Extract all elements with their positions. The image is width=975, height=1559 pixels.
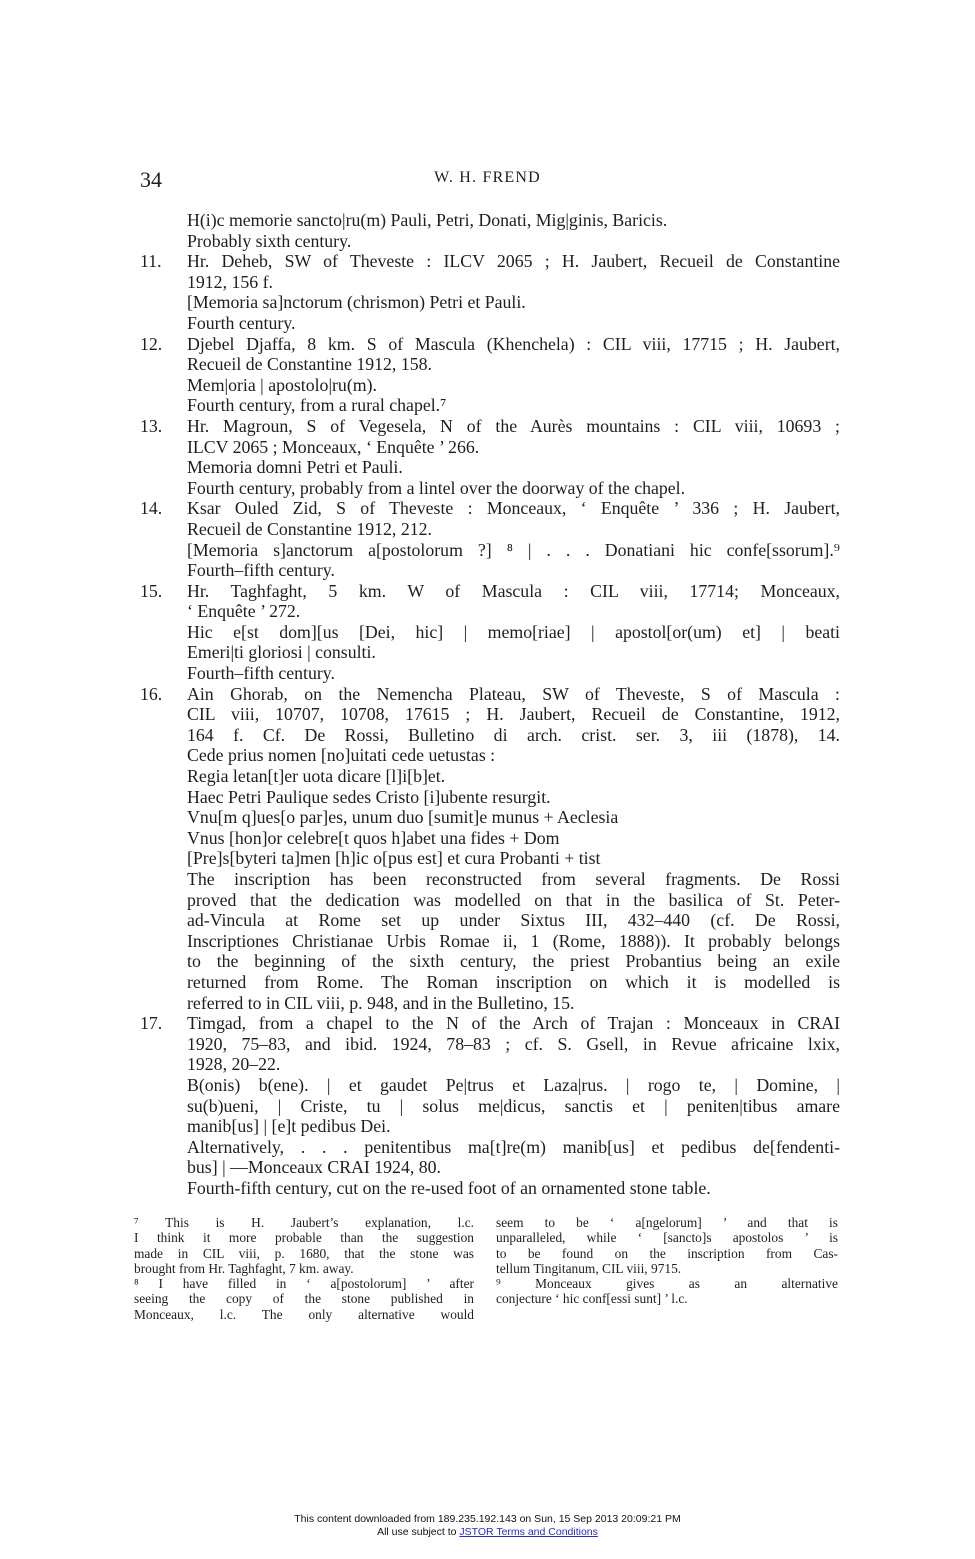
text-line: Hr. Magroun, S of Vegesela, N of the Aurès mountains : CIL viii, 10693 ;	[187, 415, 840, 436]
jstor-terms-link[interactable]: JSTOR Terms and Conditions	[459, 1526, 598, 1538]
text-line: Fourth century, from a rural chapel.⁷	[187, 395, 447, 416]
page-header	[0, 163, 975, 193]
text-line: Cede prius nomen [no]uitati cede uetustas :	[187, 745, 496, 766]
footnote-line: seem to be ‘ a[ngelorum] ’ and that is	[496, 1215, 838, 1230]
download-notice	[0, 1513, 975, 1539]
footnote-line: made in CIL viii, p. 1680, that the stone was	[134, 1245, 474, 1261]
entry-number: 13.	[140, 415, 163, 436]
text-line: Recueil de Constantine 1912, 158.	[187, 354, 432, 375]
inscription-list	[140, 251, 840, 1198]
footnote-line: ⁹ Monceaux gives as an alternative	[496, 1276, 838, 1292]
text-line: Fourth century, probably from a lintel over the doorway of the chapel.	[187, 477, 686, 498]
footnote-line: brought from Hr. Taghfaght, 7 km. away.	[134, 1260, 354, 1276]
text-line: Recueil de Constantine 1912, 212.	[187, 518, 432, 539]
footnote-line: tellum Tingitanum, CIL viii, 9715.	[496, 1260, 682, 1276]
text-line: returned from Rome. The Roman inscription on which it is modelled is	[187, 971, 840, 992]
entry-number: 15.	[140, 580, 163, 601]
text-line: 1928, 20–22.	[187, 1054, 281, 1075]
footnote-line: ⁷ This is H. Jaubert’s explanation, l.c.	[134, 1215, 474, 1230]
text-line: manib[us] | [e]t pedibus Dei.	[187, 1116, 391, 1137]
text-line: Hic e[st dom][us [Dei, hic] | memo[riae] | apostol[or(um) et] | beati	[187, 621, 840, 642]
inscription-entry	[140, 1013, 840, 1198]
text-line: to the beginning of the sixth century, the priest Probantius being an exile	[187, 951, 840, 972]
entry-continuation	[140, 210, 840, 251]
inscription-entry	[140, 498, 840, 580]
text-line: Timgad, from a chapel to the N of the Arch of Trajan : Monceaux in CRAI	[187, 1013, 840, 1034]
page-number: 34	[140, 167, 162, 192]
footnote-line: conjecture ‘ hic conf[essi sunt] ’ l.c.	[496, 1291, 688, 1307]
text-line: 1912, 156 f.	[187, 271, 273, 292]
text-line: 164 f. Cf. De Rossi, Bulletino di arch. crist. ser. 3, iii (1878), 14.	[187, 724, 840, 745]
text-line: The inscription has been reconstructed from several fragments. De Rossi	[187, 869, 840, 889]
text-line: CIL viii, 10707, 10708, 17615 ; H. Jaubert, Recueil de Constantine, 1912,	[187, 704, 840, 725]
text-line: Djebel Djaffa, 8 km. S of Mascula (Khenchela) : CIL viii, 17715 ; H. Jaubert,	[187, 333, 840, 354]
footnote-line: I think it more probable than the suggestion	[134, 1230, 474, 1246]
footnote-line: to be found on the inscription from Cas-	[496, 1245, 838, 1261]
footnotes-left	[134, 1215, 474, 1322]
article-body	[140, 210, 840, 1199]
text-line: B(onis) b(ene). | et gaudet Pe|trus et Laza|rus. | rogo te, | Domine, |	[187, 1074, 840, 1095]
inscription-entry	[140, 251, 840, 333]
running-title: W. H. FREND	[434, 169, 541, 186]
text-line: Hr. Taghfaght, 5 km. W of Mascula : CIL viii, 17714; Monceaux,	[187, 580, 840, 601]
text-line: Vnus [hon]or celebre[t quos h]abet una fides + Dom	[187, 827, 560, 848]
text-line: ‘ Enquête ’ 272.	[187, 601, 301, 622]
text-line: Hr. Deheb, SW of Theveste : ILCV 2065 ; H. Jaubert, Recueil de Constantine	[187, 251, 840, 272]
text-line: bus] | —Monceaux CRAI 1924, 80.	[187, 1157, 441, 1178]
text-line: Regia letan[t]er uota dicare [l]i[b]et.	[187, 766, 446, 787]
text-line: Fourth century.	[187, 312, 296, 333]
text-line: Fourth–fifth century.	[187, 560, 335, 581]
text-line: Vnu[m q]ues[o par]es, unum duo [sumit]e munus + Aeclesia	[187, 807, 619, 828]
footnote-line: ⁸ I have filled in ‘ a[postolorum] ’ after	[134, 1276, 474, 1292]
text-line: Fourth-fifth century, cut on the re-used foot of an ornamented stone table.	[187, 1177, 711, 1198]
text-line: Haec Petri Paulique sedes Cristo [i]ubente resurgit.	[187, 786, 551, 807]
terms-line	[0, 1526, 975, 1539]
inscription-entry	[140, 684, 840, 1014]
text-line: proved that the dedication was modelled on that in the basilica of St. Peter-	[187, 889, 840, 910]
terms-prefix: All use subject to	[377, 1526, 460, 1538]
text-line: Inscriptiones Christianae Urbis Romae ii, 1 (Rome, 1888)). It probably belongs	[187, 930, 840, 951]
text-line: Memoria domni Petri et Pauli.	[187, 457, 403, 478]
entry-number: 12.	[140, 333, 163, 354]
download-info: This content downloaded from 189.235.192.143 on Sun, 15 Sep 2013 20:09:21 PM	[294, 1513, 681, 1525]
footnote-line: unparalleled, while ‘ [sancto]s apostolos ’ is	[496, 1230, 838, 1246]
text-line: Alternatively, . . . penitentibus ma[t]re(m) manib[us] et pedibus de[fendenti-	[187, 1136, 840, 1157]
inscription-entry	[140, 416, 840, 498]
text-line: Ain Ghorab, on the Nemencha Plateau, SW of Theveste, S of Mascula :	[187, 683, 840, 704]
text-line: ILCV 2065 ; Monceaux, ‘ Enquête ’ 266.	[187, 436, 480, 457]
text-line: ad-Vincula at Rome set up under Sixtus III, 432–440 (cf. De Rossi,	[187, 910, 840, 931]
text-line: Fourth–fifth century.	[187, 663, 335, 684]
text-line: Mem|oria | apostolo|ru(m).	[187, 374, 377, 395]
footnote-line: seeing the copy of the stone published in	[134, 1291, 474, 1307]
text-line: H(i)c memorie sancto|ru(m) Pauli, Petri, Donati, Mig|ginis, Baricis.	[187, 210, 668, 230]
inscription-entry	[140, 581, 840, 684]
entry-number: 17.	[140, 1013, 163, 1034]
text-line: Probably sixth century.	[187, 230, 352, 251]
text-line: Emeri|ti gloriosi | consulti.	[187, 642, 376, 663]
footnote-line: Monceaux, l.c. The only alternative would	[134, 1306, 474, 1322]
inscription-entry	[140, 334, 840, 416]
text-line: [Memoria s]anctorum a[postolorum ?] ⁸ | . . . Donatiani hic confe[ssorum].⁹	[187, 539, 840, 560]
text-line: [Pre]s[byteri ta]men [h]ic o[pus est] et cura Probanti + tist	[187, 848, 601, 869]
text-line: [Memoria sa]nctorum (chrismon) Petri et Pauli.	[187, 292, 526, 313]
text-line: referred to in CIL viii, p. 948, and in the Bulletino, 15.	[187, 992, 575, 1013]
text-line: 1920, 75–83, and ibid. 1924, 78–83 ; cf. S. Gsell, in Revue africaine lxix,	[187, 1033, 840, 1054]
entry-number: 14.	[140, 498, 163, 519]
entry-number: 16.	[140, 683, 163, 704]
entry-number: 11.	[140, 251, 162, 272]
text-line: su(b)ueni, | Criste, tu | solus me|dicus, sanctis et | peniten|tibus amare	[187, 1095, 840, 1116]
text-line: Ksar Ouled Zid, S of Theveste : Monceaux, ‘ Enquête ’ 336 ; H. Jaubert,	[187, 498, 840, 519]
footnotes-right	[496, 1215, 838, 1307]
